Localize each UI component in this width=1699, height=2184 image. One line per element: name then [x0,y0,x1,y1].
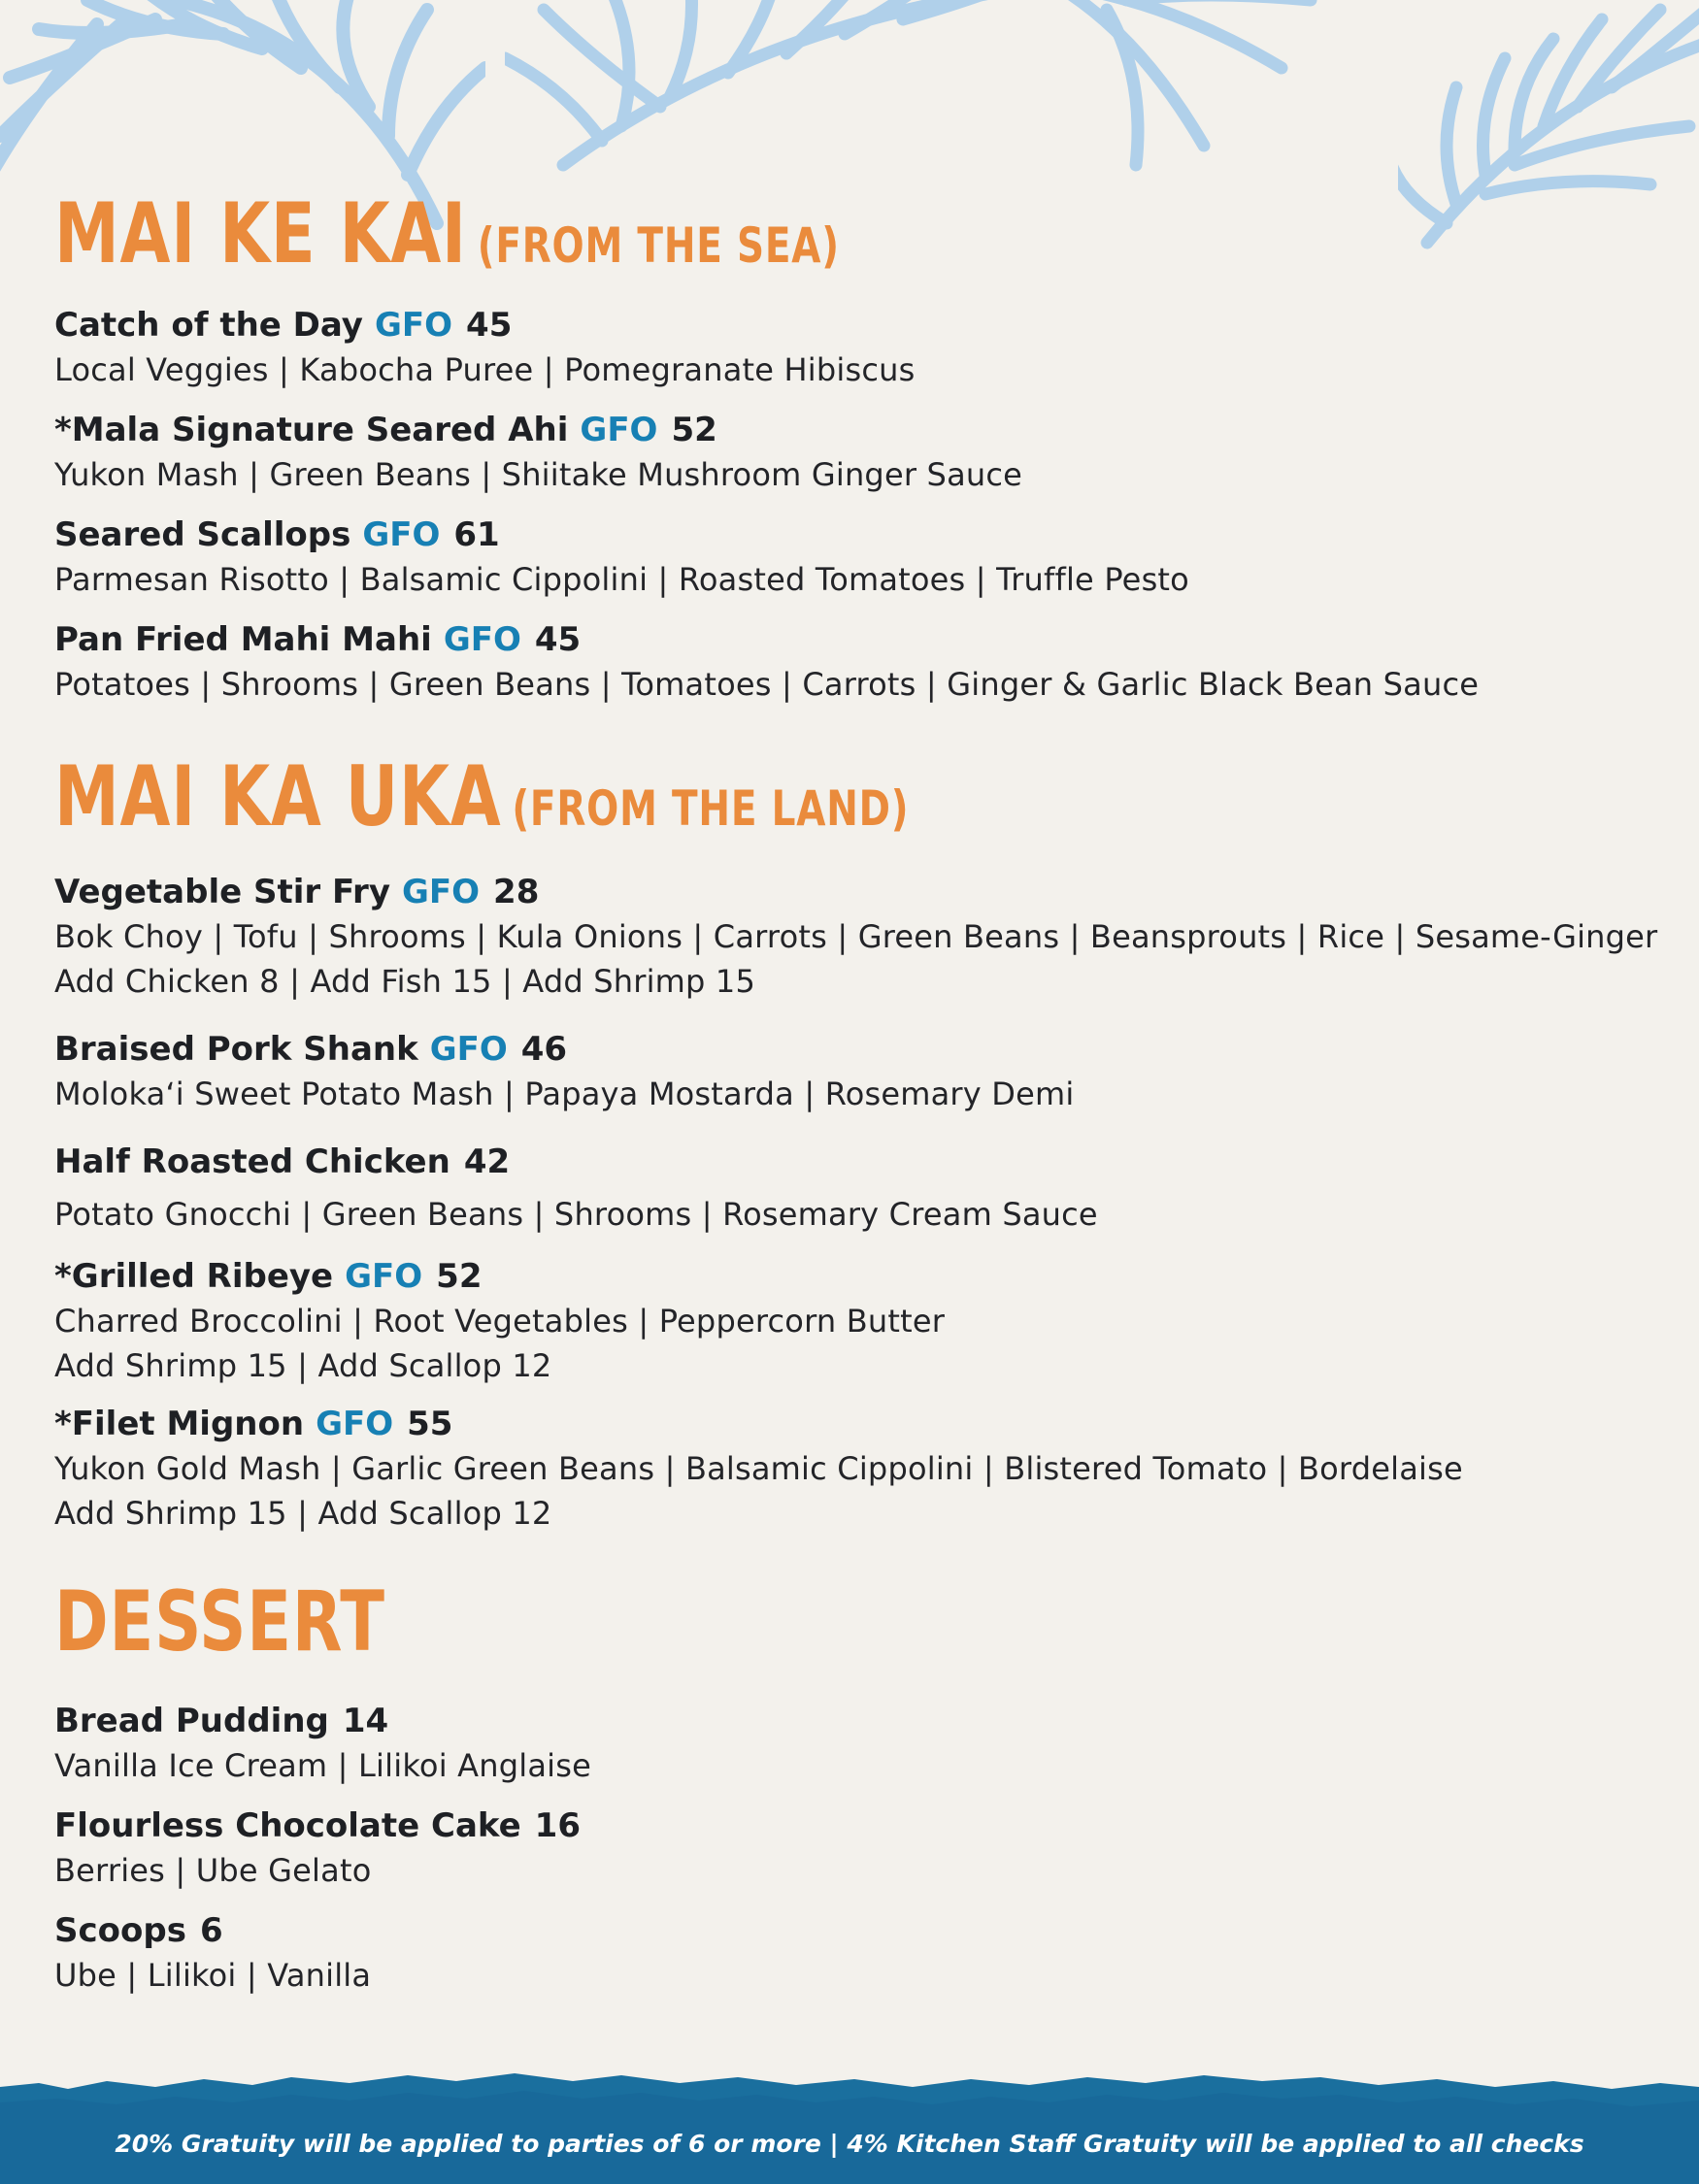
item-description: Charred Broccolini | Root Vegetables | Peppercorn Butter [54,1303,946,1340]
item-description: Yukon Mash | Green Beans | Shiitake Mushroom Ginger Sauce [54,456,1023,493]
item-name: *Grilled Ribeye [54,1257,334,1296]
item-price: 16 [534,1806,581,1845]
gfo-badge: GFO [362,515,441,554]
gratuity-notice: 20% Gratuity will be applied to parties of 6 or more | 4% Kitchen Staff Gratuity will be applied to all checks [115,2130,1584,2158]
menu-item [54,1140,1647,1237]
gfo-badge: GFO [401,873,481,911]
section-title: DESSERT [54,1573,385,1671]
gfo-badge: GFO [580,411,658,449]
item-description: Potatoes | Shrooms | Green Beans | Tomatoes | Carrots | Ginger & Garlic Black Bean Sauce [54,666,1480,703]
item-addons: Add Shrimp 15 | Add Scallop 12 [54,1495,552,1532]
menu-item [54,408,1647,497]
item-description: Yukon Gold Mash | Garlic Green Beans | Balsamic Cippolini | Blistered Tomato | Bordelaise [54,1450,1463,1487]
menu-content [54,184,1658,2013]
item-description: Ube | Lilikoi | Vanilla [54,1957,372,1994]
item-name: Braised Pork Shank [54,1030,418,1069]
item-name: Catch of the Day [54,306,363,345]
item-addons: Add Shrimp 15 | Add Scallop 12 [54,1347,552,1384]
item-price: 52 [671,411,717,449]
menu-section-sea [54,185,1647,707]
menu-item [54,1027,1647,1116]
menu-item [54,1402,1647,1536]
item-name: Pan Fried Mahi Mahi [54,620,432,659]
item-name: Vegetable Stir Fry [54,873,390,911]
item-price: 6 [199,1911,223,1950]
menu-item [54,870,1658,1004]
item-description: Local Veggies | Kabocha Puree | Pomegranate Hibiscus [54,351,916,388]
wave-shape [0,2069,1699,2184]
footer-band [0,2069,1699,2184]
item-price: 45 [534,620,582,659]
item-price: 52 [436,1257,483,1296]
item-description: Bok Choy | Tofu | Shrooms | Kula Onions | Carrots | Green Beans | Beansprouts | Rice | Sesame-Ginger [54,918,1658,955]
item-name: Scoops [54,1911,186,1950]
item-price: 28 [493,873,540,911]
gfo-badge: GFO [345,1257,423,1296]
section-heading [54,185,1296,282]
menu-item [54,617,1647,707]
gfo-badge: GFO [374,306,453,345]
menu-item [54,303,1647,392]
item-price: 61 [453,515,500,554]
item-description: Vanilla Ice Cream | Lilikoi Anglaise [54,1747,591,1784]
item-description: Parmesan Risotto | Balsamic Cippolini | Roasted Tomatoes | Truffle Pesto [54,561,1189,598]
gfo-badge: GFO [443,620,521,659]
palm-leaf-decoration [505,0,1320,194]
menu-section-land [54,748,1658,1536]
item-description: Berries | Ube Gelato [54,1852,372,1889]
section-subtitle: (FROM THE SEA) [477,217,840,274]
menu-item [54,1699,1647,1788]
item-description: Moloka‘i Sweet Potato Mash | Papaya Mostarda | Rosemary Demi [54,1075,1075,1112]
item-name: *Filet Mignon [54,1405,305,1443]
item-addons: Add Chicken 8 | Add Fish 15 | Add Shrimp 15 [54,963,756,1000]
section-title: MAI KA UKA [54,748,502,845]
gfo-badge: GFO [316,1405,394,1443]
section-title: MAI KE KAI [54,185,467,282]
menu-item [54,1254,1647,1388]
item-name: *Mala Signature Seared Ahi [54,411,569,449]
item-name: Half Roasted Chicken [54,1142,450,1181]
item-name: Flourless Chocolate Cake [54,1806,521,1845]
menu-item [54,513,1647,602]
section-subtitle: (FROM THE LAND) [512,780,910,837]
item-price: 14 [342,1702,389,1740]
menu-item [54,1908,1647,1998]
menu-item [54,1803,1647,1893]
item-price: 45 [466,306,513,345]
item-name: Bread Pudding [54,1702,329,1740]
gfo-badge: GFO [429,1030,508,1069]
section-heading [54,1573,1296,1671]
section-heading [54,748,1296,845]
item-price: 42 [463,1142,511,1181]
item-price: 46 [520,1030,568,1069]
menu-section-dessert [54,1573,1647,1998]
item-description: Potato Gnocchi | Green Beans | Shrooms | Rosemary Cream Sauce [54,1196,1098,1233]
item-name: Seared Scallops [54,515,351,554]
item-price: 55 [407,1405,453,1443]
